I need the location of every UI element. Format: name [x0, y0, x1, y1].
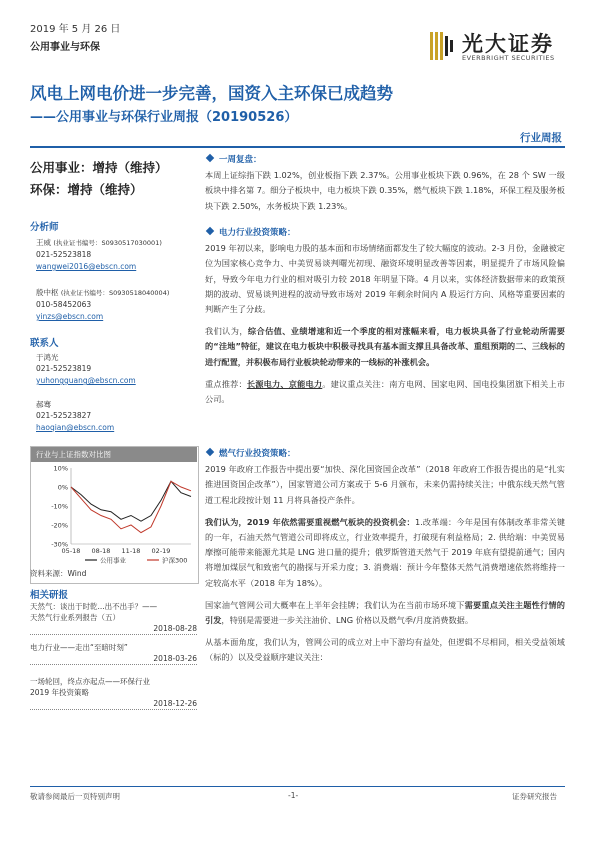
chart-source: 资料来源：Wind [30, 569, 87, 578]
chart-y-tick-label: 10% [53, 464, 68, 473]
diamond-bullet-icon [206, 227, 214, 235]
footer-label: 证券研究报告 [512, 792, 557, 801]
analyst-cert-no: S0930517030001) [101, 239, 162, 247]
analyst-cert-label: (执业证书编号： [53, 239, 102, 247]
gas-paragraph-3: 国家油气管网公司大概率在上半年会挂牌；我们认为在当前市场环境下需要重点关注主题性行情的引发，特别是需要进一步关注油价、LNG 价格以及燃气季/月度消费数据。 [205, 599, 565, 626]
related-title-line: 一场轮回，终点亦起点——环保行业 [30, 677, 150, 686]
related-title-line: 电力行业——走出“至暗时刻” [30, 643, 128, 652]
chart-x-tick-label: 02-19 [151, 547, 171, 555]
chart-legend-label: 公用事业 [100, 556, 126, 565]
chart-title: 行业与上证指数对比图 [36, 450, 111, 459]
analyst-phone: 021-52523818 [36, 250, 92, 259]
analyst-email-link[interactable]: yinzs@ebscn.com [36, 312, 104, 321]
diamond-bullet-icon [206, 448, 214, 456]
analyst-email-link[interactable]: wangwei2016@ebscn.com [36, 262, 137, 271]
chart-y-tick-label: -20% [51, 521, 68, 530]
logo-subtext: EVERBRIGHT SECURITIES [462, 54, 555, 62]
rating-environmental: 环保：增持（维持） [30, 182, 143, 197]
related-title-line: 天然气：谈出于时乾...出不出手？—— [30, 602, 158, 611]
rating-utilities: 公用事业：增持（维持） [30, 160, 168, 175]
section-weekly [205, 153, 565, 214]
related-item[interactable] [30, 642, 197, 665]
chart-series-line-utilities [71, 481, 191, 521]
section-power [205, 226, 565, 407]
weekly-text: 本周上证综指下跌 1.02%，创业板指下跌 2.37%。公用事业板块下跌 0.96%，在 28 个 SW 一级板块中排名第 7。细分子板块中，电力板块下跌 0.35%，燃气板块下跌 1.18%，环保工程及服务板块下跌 2.50%，水务板块下跌 1.23%。 [205, 170, 565, 211]
analyst-cert-label: (执业证书编号： [60, 289, 109, 297]
chart-y-tick-label: 0% [57, 483, 68, 492]
power-paragraph-3: 重点推荐：长源电力、京能电力。建议重点关注：南方电网、国家电网、国电投集团旗下相关上市公司。 [205, 378, 565, 405]
report-sector: 公用事业与环保 [30, 42, 100, 53]
related-title-line: 2019 年投资策略 [30, 688, 89, 697]
related-item[interactable] [30, 601, 197, 635]
contact-name: 郝骞 [36, 400, 51, 409]
related-date: 2018-12-26 [153, 699, 197, 708]
chart-series-line-csi300 [71, 481, 191, 532]
power-paragraph-1: 2019 年初以来，影响电力股的基本面和市场情绪面都发生了较大幅度的波动。2-3 月份，金融被定位为国家核心竞争力、中美贸易谈判曙光初现、融资环境明显改善等因素，明显提升了市场风险偏好，导致今年电力行业的相对吸引力较 2018 年明显下降。4 月以来，实体经济数据带来的政策预期的波动、贸易谈判进程的波动导致市场对 2019 年剩余时间内 A 股运行方向、风格等重要因素的判断产生了分歧。 [205, 243, 565, 315]
report-date: 2019 年 5 月 26 日 [30, 24, 121, 35]
contacts-heading: 联系人 [30, 338, 59, 349]
diamond-bullet-icon [206, 154, 214, 162]
report-type: 行业周报 [520, 132, 562, 144]
report-subtitle: ——公用事业与环保行业周报（20190526） [30, 110, 298, 125]
chart-x-tick-label: 08-18 [91, 547, 111, 555]
everbright-logo-icon [430, 30, 456, 62]
section-heading: 电力行业投资策略： [205, 226, 565, 241]
analysts-heading: 分析师 [30, 222, 59, 233]
analyst-2-line [36, 287, 169, 298]
related-title-line: 天然气行业系列报告（五） [30, 613, 120, 622]
page-number: -1- [288, 791, 299, 800]
contact-phone: 021-52523819 [36, 364, 92, 373]
section-heading: 燃气行业投资策略： [205, 447, 565, 462]
related-date: 2018-03-26 [153, 654, 197, 663]
contact-phone: 021-52523827 [36, 411, 92, 420]
related-date: 2018-08-28 [153, 624, 197, 633]
chart-x-tick-label: 05-18 [61, 547, 81, 555]
power-paragraph-2: 我们认为，综合估值、业绩增速和近一个季度的相对涨幅来看，电力板块具备了行业轮动所需要的“洼地”特征，建议在电力板块中积极寻找具有基本面支撑且具备改革、重组预期的二、三线标的进行配置，并积极布局行业板块轮动带来的一线标的补涨机会。 [205, 326, 565, 367]
contact-email-link[interactable]: yuhongguang@ebscn.com [36, 376, 136, 385]
section-gas [205, 447, 565, 666]
logo-text: 光大证券 [462, 31, 554, 56]
gas-paragraph-4: 从基本面角度，我们认为，管网公司的成立对上中下游均有益处，但逻辑不尽相同，相关受益领域（标的）以及受益顺序建议关注： [205, 637, 565, 663]
section-heading: 一周复盘： [205, 153, 565, 168]
analyst-phone: 010-58452063 [36, 300, 92, 309]
contact-name: 于鸿光 [36, 353, 59, 362]
chart-x-tick-label: 11-18 [121, 547, 141, 555]
gas-paragraph-2: 我们认为，2019 年依然需要重视燃气板块的投资机会：1.改革端：今年是国有体制改革非常关键的一年，石油天然气管道公司即将成立，行业效率提升，打破现有利益格局；2. 供给端：中美贸易摩擦可能带来能源尤其是 LNG 进口量的提升；俄罗斯管道天然气于 2019 年底有望提前通气；国内将增加煤层气和致密气的勘探与开采力度；3. 消费端：预计今年整体天然气消费增速依然将维持一定较高水平（2018 年为 18%）。 [205, 516, 566, 588]
gas-paragraph-1: 2019 年政府工作报告中提出要“加快、深化国资国企改革”（2018 年政府工作报告提出的是“扎实推进国资国企改革”），国家管道公司方案或于 5-6 月颁布，未来仍需持续关注；中俄东线天然气管道工程北段按计划 11 月将具备投产条件。 [205, 464, 565, 505]
related-item[interactable] [30, 676, 197, 710]
chart-y-tick-label: -30% [51, 540, 68, 549]
analyst-1-line [36, 237, 162, 248]
chart-legend-label: 沪深300 [162, 556, 188, 565]
title-divider [30, 146, 565, 148]
footer-divider [30, 786, 565, 787]
analyst-name: 殷中枢 [36, 288, 59, 297]
footer-disclaimer: 敬请参阅最后一页特别声明 [30, 792, 120, 801]
contact-email-link[interactable]: haoqian@ebscn.com [36, 423, 115, 432]
related-heading: 相关研报 [30, 590, 69, 601]
chart-plot [31, 462, 197, 582]
chart-y-tick-label: -10% [51, 502, 68, 511]
report-title: 风电上网电价进一步完善，国资入主环保已成趋势 [30, 84, 393, 103]
analyst-name: 王威 [36, 238, 51, 247]
analyst-cert-no: S0930518040004) [108, 289, 170, 297]
